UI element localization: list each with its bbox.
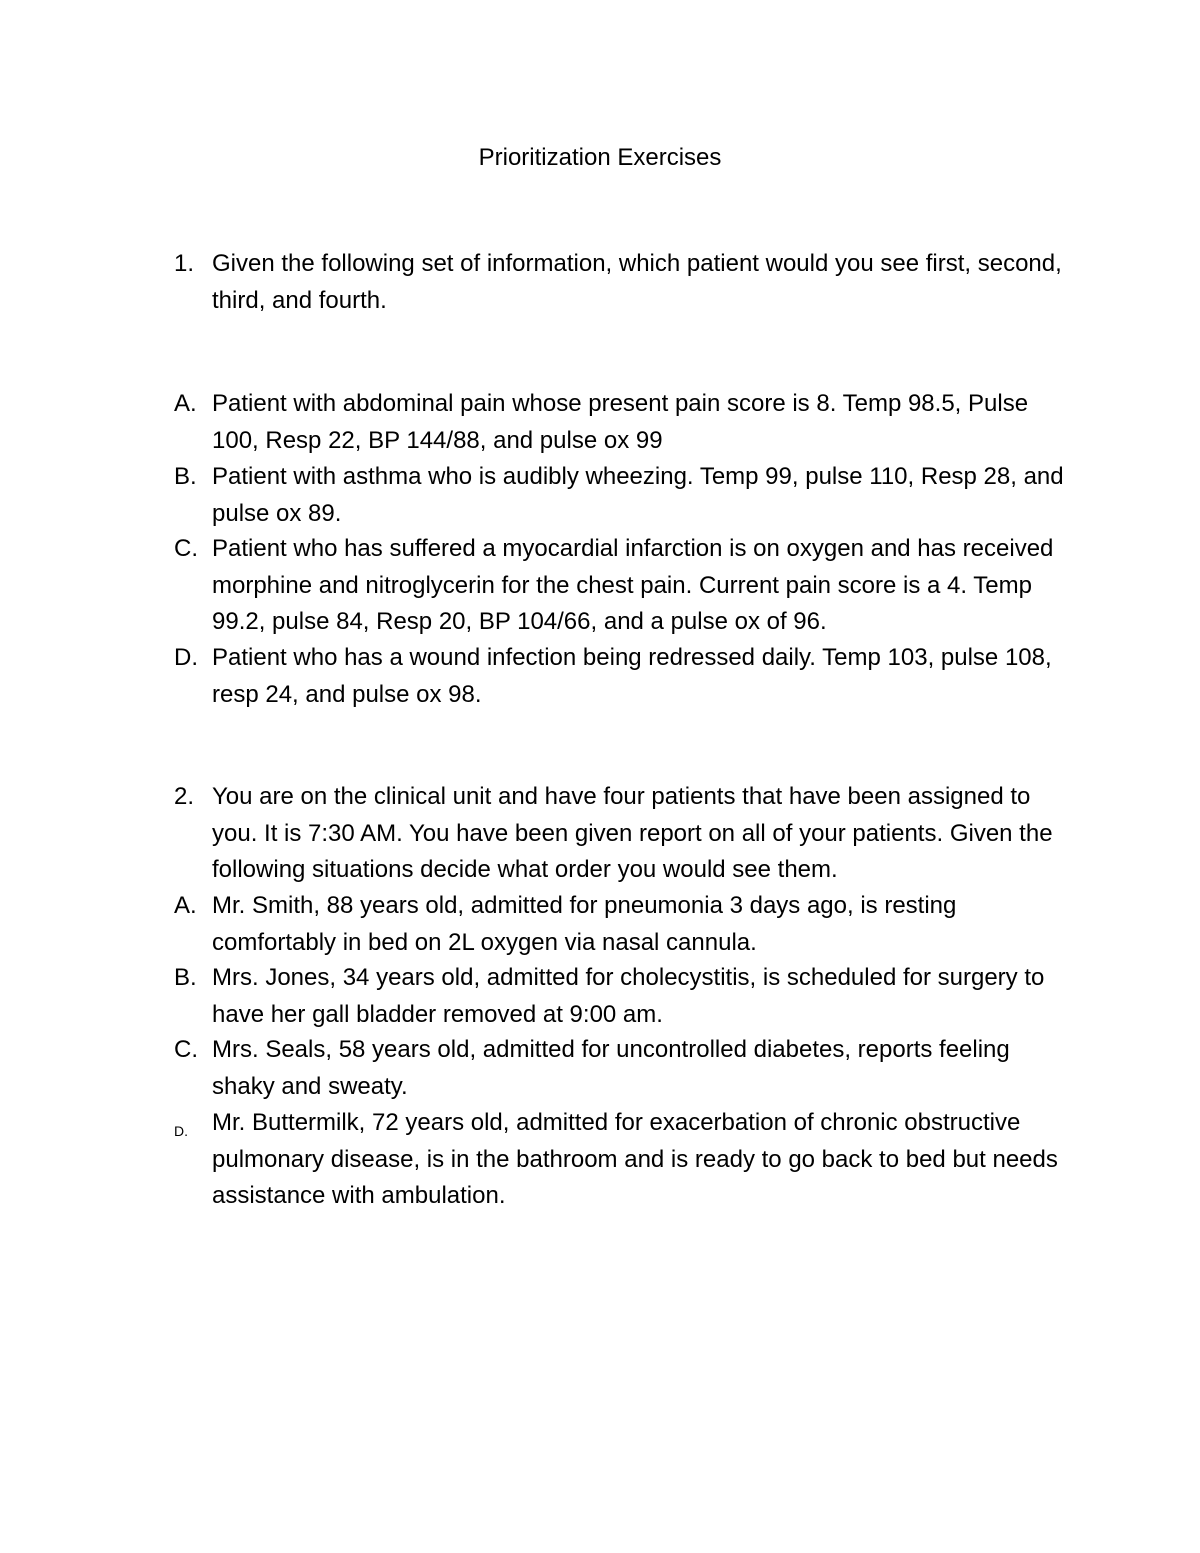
option-marker: A. [174,892,197,919]
option-marker: C. [174,535,198,562]
document-title: Prioritization Exercises [478,144,722,171]
question-2-option-b [174,960,1064,1033]
question-1-option-b [174,459,1064,532]
option-marker: D. [174,1123,188,1139]
option-text: Patient with asthma who is audibly wheezing. Temp 99, pulse 110, Resp 28, and pulse ox 89. [212,463,1064,527]
option-text: Mr. Buttermilk, 72 years old, admitted for exacerbation of chronic obstructive pulmonary disease, is in the bathroom and is ready to go back to bed but needs assistance with ambulation. [212,1109,1058,1209]
option-text: Patient who has a wound infection being redressed daily. Temp 103, pulse 108, resp 24, and pulse ox 98. [212,644,1052,708]
option-text: Patient who has suffered a myocardial infarction is on oxygen and has received morphine and nitroglycerin for the chest pain. Current pain score is a 4. Temp 99.2, pulse 84, Resp 20, BP 104/66, and a pulse ox of 96. [212,535,1054,635]
question-1-prompt: Given the following set of information, which patient would you see first, second, third, and fourth. [212,250,1062,314]
question-1-option-c [174,531,1064,641]
option-marker: C. [174,1036,198,1063]
question-2-prompt: You are on the clinical unit and have four patients that have been assigned to you. It is 7:30 AM. You have been given report on all of your patients. Given the following situations decide what order you would see them. [212,783,1053,883]
question-2-option-a [174,888,1064,961]
option-marker: B. [174,463,197,490]
question-1-option-a [174,386,1064,459]
question-2 [174,779,1064,889]
question-2-option-d [174,1105,1064,1215]
option-text: Patient with abdominal pain whose present pain score is 8. Temp 98.5, Pulse 100, Resp 22, BP 144/88, and pulse ox 99 [212,390,1029,454]
option-marker: D. [174,644,198,671]
question-1 [174,246,1064,319]
question-2-number: 2. [174,783,195,810]
question-2-option-c [174,1032,1064,1105]
option-marker: B. [174,964,197,991]
question-1-number: 1. [174,250,195,277]
option-text: Mrs. Seals, 58 years old, admitted for uncontrolled diabetes, reports feeling shaky and sweaty. [212,1036,1010,1100]
option-marker: A. [174,390,197,417]
option-text: Mrs. Jones, 34 years old, admitted for cholecystitis, is scheduled for surgery to have her gall bladder removed at 9:00 am. [212,964,1045,1028]
option-text: Mr. Smith, 88 years old, admitted for pneumonia 3 days ago, is resting comfortably in bed on 2L oxygen via nasal cannula. [212,892,957,956]
question-1-option-d [174,640,1064,713]
